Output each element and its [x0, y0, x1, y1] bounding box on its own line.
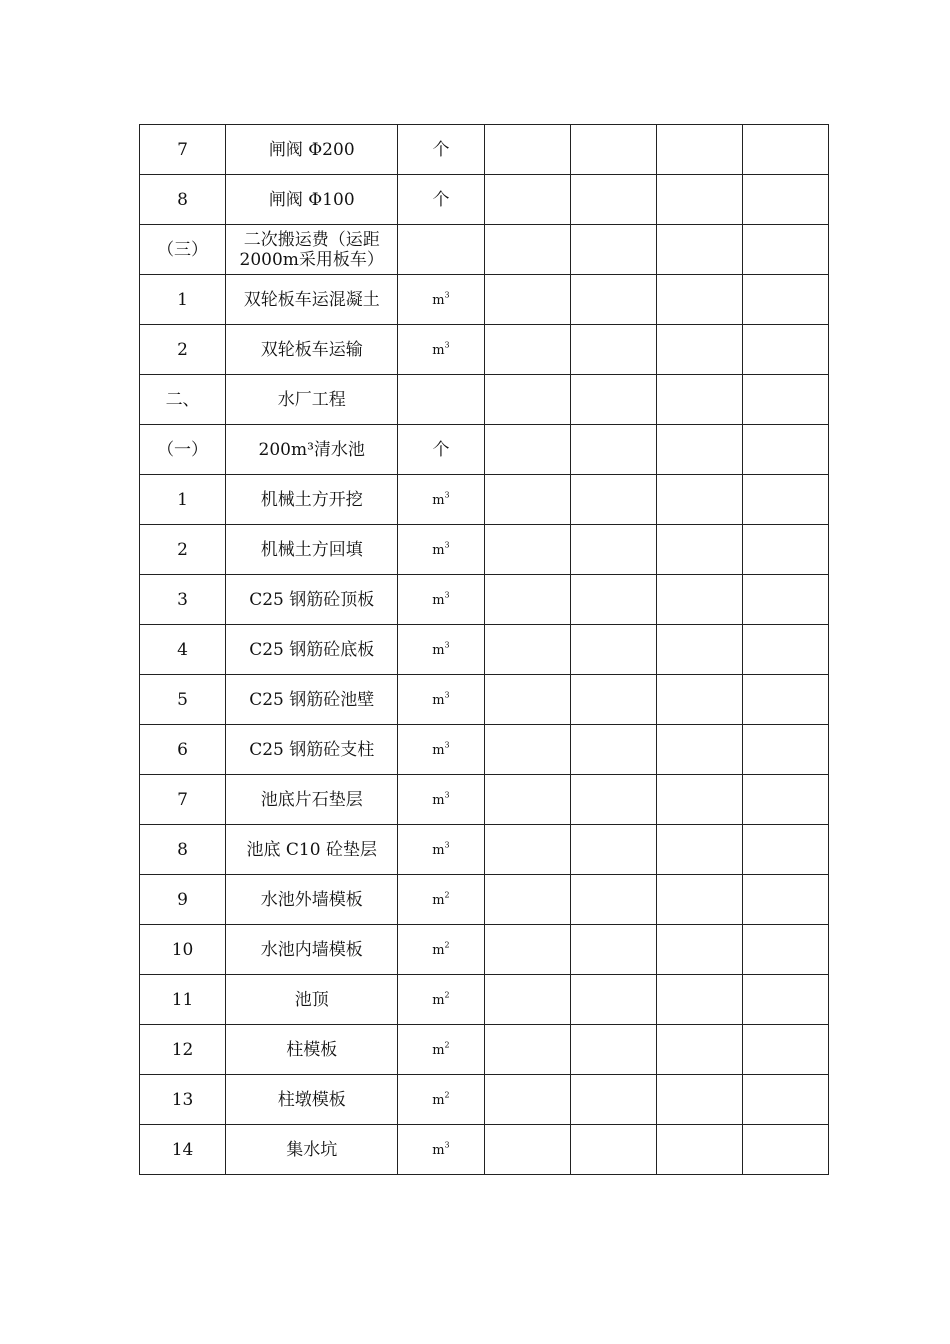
item-name-cell: 池底 C10 砼垫层 [226, 825, 398, 875]
unit-cell [398, 925, 484, 975]
unit-cell [398, 425, 484, 475]
empty-value-cell [742, 825, 828, 875]
empty-value-cell [656, 1075, 742, 1125]
empty-value-cell [656, 475, 742, 525]
table-row [140, 575, 829, 625]
item-name-cell: 水池内墙模板 [226, 925, 398, 975]
unit-label: $m^2$ [432, 889, 450, 908]
empty-value-cell [570, 575, 656, 625]
empty-value-cell [656, 675, 742, 725]
empty-value-cell [570, 1075, 656, 1125]
item-name-cell: 双轮板车运输 [226, 325, 398, 375]
item-number-cell: 1 [140, 275, 226, 325]
empty-value-cell [742, 325, 828, 375]
empty-value-cell [484, 925, 570, 975]
empty-value-cell [656, 825, 742, 875]
unit-cell [398, 675, 484, 725]
item-name-cell: 机械土方开挖 [226, 475, 398, 525]
item-number-cell: 7 [140, 775, 226, 825]
empty-value-cell [656, 275, 742, 325]
table-row [140, 525, 829, 575]
empty-value-cell [656, 725, 742, 775]
empty-value-cell [742, 875, 828, 925]
unit-label: $m^3$ [432, 839, 450, 858]
table-row [140, 925, 829, 975]
empty-value-cell [742, 375, 828, 425]
empty-value-cell [742, 525, 828, 575]
table-row [140, 1025, 829, 1075]
unit-cell [398, 1125, 484, 1175]
unit-cell [398, 775, 484, 825]
empty-value-cell [656, 875, 742, 925]
empty-value-cell [484, 1025, 570, 1075]
empty-value-cell [484, 975, 570, 1025]
table-row [140, 475, 829, 525]
empty-value-cell [742, 225, 828, 275]
empty-value-cell [656, 425, 742, 475]
empty-value-cell [742, 575, 828, 625]
item-number-cell: 1 [140, 475, 226, 525]
empty-value-cell [742, 625, 828, 675]
table-row [140, 625, 829, 675]
empty-value-cell [484, 1125, 570, 1175]
unit-label: $m^3$ [432, 589, 450, 608]
unit-cell [398, 625, 484, 675]
item-name-cell: 柱模板 [226, 1025, 398, 1075]
empty-value-cell [742, 775, 828, 825]
unit-cell [398, 375, 484, 425]
unit-cell [398, 725, 484, 775]
empty-value-cell [570, 425, 656, 475]
empty-value-cell [570, 875, 656, 925]
item-name-cell: 双轮板车运混凝土 [226, 275, 398, 325]
item-name-cell: 集水坑 [226, 1125, 398, 1175]
empty-value-cell [742, 1075, 828, 1125]
empty-value-cell [570, 1125, 656, 1175]
item-name-cell: 二次搬运费（运距2000m采用板车） [226, 225, 398, 275]
table-row [140, 425, 829, 475]
item-number-cell: 4 [140, 625, 226, 675]
item-name-cell: 机械土方回填 [226, 525, 398, 575]
item-number-cell: 2 [140, 325, 226, 375]
empty-value-cell [570, 175, 656, 225]
empty-value-cell [742, 975, 828, 1025]
empty-value-cell [742, 425, 828, 475]
empty-value-cell [656, 1125, 742, 1175]
empty-value-cell [570, 975, 656, 1025]
table-row [140, 875, 829, 925]
empty-value-cell [570, 625, 656, 675]
empty-value-cell [484, 1075, 570, 1125]
empty-value-cell [570, 125, 656, 175]
empty-value-cell [742, 675, 828, 725]
unit-label: $m^3$ [432, 739, 450, 758]
empty-value-cell [742, 275, 828, 325]
item-name-cell: 池顶 [226, 975, 398, 1025]
item-name-cell: 闸阀 Φ100 [226, 175, 398, 225]
empty-value-cell [484, 775, 570, 825]
item-number-cell: 10 [140, 925, 226, 975]
unit-cell [398, 975, 484, 1025]
item-number-cell: 14 [140, 1125, 226, 1175]
item-number-cell: 9 [140, 875, 226, 925]
item-number-cell: 12 [140, 1025, 226, 1075]
unit-cell [398, 825, 484, 875]
unit-label: 个 [432, 139, 450, 160]
item-number-cell: 5 [140, 675, 226, 725]
table-row [140, 1075, 829, 1125]
item-name-cell: C25 钢筋砼池壁 [226, 675, 398, 725]
empty-value-cell [656, 125, 742, 175]
empty-value-cell [570, 475, 656, 525]
table-row [140, 125, 829, 175]
item-name-cell: C25 钢筋砼底板 [226, 625, 398, 675]
item-name-cell: 200m³清水池 [226, 425, 398, 475]
empty-value-cell [742, 175, 828, 225]
empty-value-cell [656, 375, 742, 425]
table-row [140, 1125, 829, 1175]
empty-value-cell [656, 775, 742, 825]
table-row [140, 725, 829, 775]
item-name-cell: 水厂工程 [226, 375, 398, 425]
unit-label: 个 [432, 189, 450, 210]
item-number-cell: 8 [140, 175, 226, 225]
unit-label: $m^2$ [432, 1089, 450, 1108]
unit-label: $m^3$ [432, 339, 450, 358]
unit-label: $m^3$ [432, 639, 450, 658]
empty-value-cell [742, 125, 828, 175]
table-row [140, 325, 829, 375]
empty-value-cell [484, 625, 570, 675]
empty-value-cell [570, 725, 656, 775]
empty-value-cell [484, 275, 570, 325]
item-number-cell: 2 [140, 525, 226, 575]
empty-value-cell [484, 525, 570, 575]
unit-label: $m^3$ [432, 1139, 450, 1158]
item-name-cell: 池底片石垫层 [226, 775, 398, 825]
empty-value-cell [484, 825, 570, 875]
item-name-cell: C25 钢筋砼支柱 [226, 725, 398, 775]
empty-value-cell [656, 175, 742, 225]
unit-cell [398, 275, 484, 325]
unit-label: $m^3$ [432, 789, 450, 808]
empty-value-cell [484, 875, 570, 925]
item-number-cell: 8 [140, 825, 226, 875]
table-row [140, 275, 829, 325]
table-row [140, 175, 829, 225]
unit-label: $m^3$ [432, 689, 450, 708]
table-row [140, 825, 829, 875]
empty-value-cell [570, 775, 656, 825]
unit-label: $m^3$ [432, 289, 450, 308]
empty-value-cell [570, 525, 656, 575]
table-row [140, 775, 829, 825]
item-number-cell: 二、 [140, 375, 226, 425]
empty-value-cell [484, 325, 570, 375]
empty-value-cell [484, 675, 570, 725]
unit-label: $m^2$ [432, 1039, 450, 1058]
empty-value-cell [570, 375, 656, 425]
unit-cell [398, 175, 484, 225]
item-number-cell: （三） [140, 225, 226, 275]
unit-cell [398, 875, 484, 925]
item-number-cell: 6 [140, 725, 226, 775]
item-number-cell: 7 [140, 125, 226, 175]
item-number-cell: （一） [140, 425, 226, 475]
unit-cell [398, 1075, 484, 1125]
unit-cell [398, 1025, 484, 1075]
empty-value-cell [484, 425, 570, 475]
empty-value-cell [656, 975, 742, 1025]
empty-value-cell [656, 225, 742, 275]
empty-value-cell [484, 125, 570, 175]
unit-cell [398, 475, 484, 525]
empty-value-cell [484, 175, 570, 225]
empty-value-cell [742, 725, 828, 775]
empty-value-cell [484, 725, 570, 775]
empty-value-cell [656, 1025, 742, 1075]
unit-cell [398, 525, 484, 575]
unit-label: $m^3$ [432, 539, 450, 558]
empty-value-cell [570, 675, 656, 725]
item-number-cell: 11 [140, 975, 226, 1025]
empty-value-cell [742, 1125, 828, 1175]
empty-value-cell [656, 575, 742, 625]
unit-cell [398, 225, 484, 275]
item-name-cell: 柱墩模板 [226, 1075, 398, 1125]
item-number-cell: 13 [140, 1075, 226, 1125]
empty-value-cell [742, 1025, 828, 1075]
item-name-cell: 水池外墙模板 [226, 875, 398, 925]
item-name-cell: C25 钢筋砼顶板 [226, 575, 398, 625]
empty-value-cell [570, 225, 656, 275]
empty-value-cell [570, 925, 656, 975]
empty-value-cell [570, 1025, 656, 1075]
item-name-cell: 闸阀 Φ200 [226, 125, 398, 175]
empty-value-cell [742, 475, 828, 525]
unit-label: $m^3$ [432, 489, 450, 508]
empty-value-cell [570, 275, 656, 325]
empty-value-cell [656, 925, 742, 975]
unit-cell [398, 575, 484, 625]
empty-value-cell [484, 575, 570, 625]
unit-cell [398, 125, 484, 175]
table-row [140, 375, 829, 425]
unit-cell [398, 325, 484, 375]
bill-of-quantities-table [139, 124, 829, 1175]
item-number-cell: 3 [140, 575, 226, 625]
empty-value-cell [656, 625, 742, 675]
table-row [140, 975, 829, 1025]
unit-label: 个 [432, 439, 450, 460]
empty-value-cell [570, 325, 656, 375]
empty-value-cell [656, 525, 742, 575]
table-row [140, 225, 829, 275]
empty-value-cell [484, 225, 570, 275]
empty-value-cell [484, 475, 570, 525]
empty-value-cell [656, 325, 742, 375]
unit-label: $m^2$ [432, 939, 450, 958]
table-body [140, 125, 829, 1175]
empty-value-cell [742, 925, 828, 975]
empty-value-cell [570, 825, 656, 875]
empty-value-cell [484, 375, 570, 425]
unit-label: $m^2$ [432, 989, 450, 1008]
table-row [140, 675, 829, 725]
